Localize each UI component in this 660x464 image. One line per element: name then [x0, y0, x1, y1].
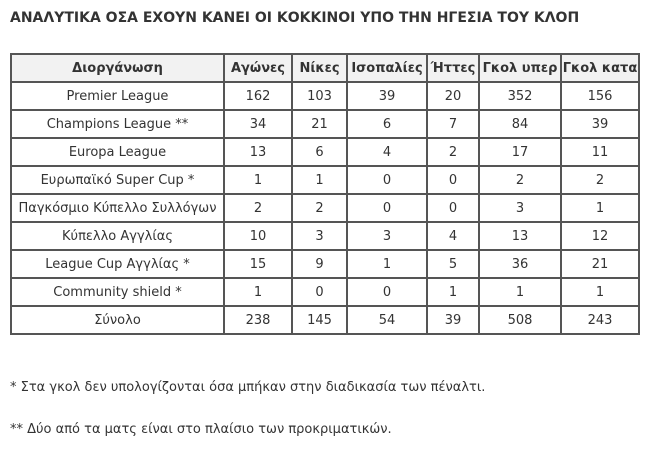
cell-matches: 162: [224, 82, 292, 110]
cell-wins: 103: [292, 82, 347, 110]
table-body: [11, 82, 639, 334]
cell-competition: Europa League: [11, 138, 224, 166]
cell-wins: 6: [292, 138, 347, 166]
cell-losses: 4: [427, 222, 479, 250]
cell-losses: 20: [427, 82, 479, 110]
cell-goals-against: 1: [561, 278, 639, 306]
header-competition: Διοργάνωση: [11, 54, 224, 82]
cell-wins: 21: [292, 110, 347, 138]
cell-wins: 0: [292, 278, 347, 306]
cell-competition: Κύπελλο Αγγλίας: [11, 222, 224, 250]
cell-competition: Ευρωπαϊκό Super Cup *: [11, 166, 224, 194]
cell-draws: 0: [347, 278, 427, 306]
cell-wins: 1: [292, 166, 347, 194]
cell-losses: 0: [427, 166, 479, 194]
cell-wins: 9: [292, 250, 347, 278]
cell-draws: 0: [347, 166, 427, 194]
cell-competition: Champions League **: [11, 110, 224, 138]
cell-losses: 7: [427, 110, 479, 138]
footnote-qualifiers: ** Δύο από τα ματς είναι στο πλαίσιο των προκριματικών.: [10, 422, 392, 437]
header-row: [11, 54, 639, 82]
table-row: [11, 278, 639, 306]
cell-matches: 13: [224, 138, 292, 166]
header-draws: Ισοπαλίες: [347, 54, 427, 82]
cell-goals-for: 508: [479, 306, 561, 334]
footnote-penalties: * Στα γκολ δεν υπολογίζονται όσα μπήκαν στην διαδικασία των πέναλτι.: [10, 380, 486, 395]
total-row: [11, 306, 639, 334]
table-row: [11, 166, 639, 194]
cell-losses: 5: [427, 250, 479, 278]
cell-draws: 3: [347, 222, 427, 250]
cell-losses: 0: [427, 194, 479, 222]
cell-matches: 1: [224, 278, 292, 306]
cell-draws: 0: [347, 194, 427, 222]
cell-draws: 4: [347, 138, 427, 166]
cell-losses: 1: [427, 278, 479, 306]
cell-matches: 2: [224, 194, 292, 222]
cell-wins: 2: [292, 194, 347, 222]
table-row: [11, 194, 639, 222]
cell-matches: 10: [224, 222, 292, 250]
cell-competition: League Cup Αγγλίας *: [11, 250, 224, 278]
table-row: [11, 250, 639, 278]
cell-competition: Community shield *: [11, 278, 224, 306]
cell-goals-against: 2: [561, 166, 639, 194]
table-row: [11, 82, 639, 110]
cell-losses: 39: [427, 306, 479, 334]
cell-matches: 238: [224, 306, 292, 334]
cell-goals-against: 21: [561, 250, 639, 278]
cell-goals-for: 17: [479, 138, 561, 166]
table-row: [11, 110, 639, 138]
cell-competition: Παγκόσμιο Κύπελλο Συλλόγων: [11, 194, 224, 222]
table-row: [11, 138, 639, 166]
cell-draws: 1: [347, 250, 427, 278]
cell-goals-for: 3: [479, 194, 561, 222]
cell-goals-for: 13: [479, 222, 561, 250]
header-losses: Ήττες: [427, 54, 479, 82]
cell-matches: 1: [224, 166, 292, 194]
cell-goals-against: 243: [561, 306, 639, 334]
cell-goals-for: 36: [479, 250, 561, 278]
cell-matches: 15: [224, 250, 292, 278]
header-matches: Αγώνες: [224, 54, 292, 82]
cell-losses: 2: [427, 138, 479, 166]
cell-draws: 54: [347, 306, 427, 334]
header-goals-against: Γκολ κατα: [561, 54, 639, 82]
article-heading: ΑΝΑΛΥΤΙΚΑ ΟΣΑ ΕΧΟΥΝ ΚΑΝΕΙ ΟΙ ΚΟΚΚΙΝΟΙ ΥΠΟ ΤΗΝ ΗΓΕΣΙΑ ΤΟΥ ΚΛΟΠ: [10, 10, 580, 26]
cell-goals-against: 11: [561, 138, 639, 166]
cell-competition: Premier League: [11, 82, 224, 110]
cell-competition: Σύνολο: [11, 306, 224, 334]
cell-goals-for: 352: [479, 82, 561, 110]
cell-draws: 39: [347, 82, 427, 110]
cell-goals-for: 2: [479, 166, 561, 194]
cell-goals-for: 1: [479, 278, 561, 306]
cell-goals-against: 39: [561, 110, 639, 138]
table-row: [11, 222, 639, 250]
cell-wins: 145: [292, 306, 347, 334]
stats-table: [10, 53, 640, 335]
cell-goals-against: 156: [561, 82, 639, 110]
cell-goals-against: 1: [561, 194, 639, 222]
cell-goals-against: 12: [561, 222, 639, 250]
header-goals-for: Γκολ υπερ: [479, 54, 561, 82]
table-header: [11, 54, 639, 82]
cell-matches: 34: [224, 110, 292, 138]
cell-goals-for: 84: [479, 110, 561, 138]
cell-wins: 3: [292, 222, 347, 250]
cell-draws: 6: [347, 110, 427, 138]
header-wins: Νίκες: [292, 54, 347, 82]
